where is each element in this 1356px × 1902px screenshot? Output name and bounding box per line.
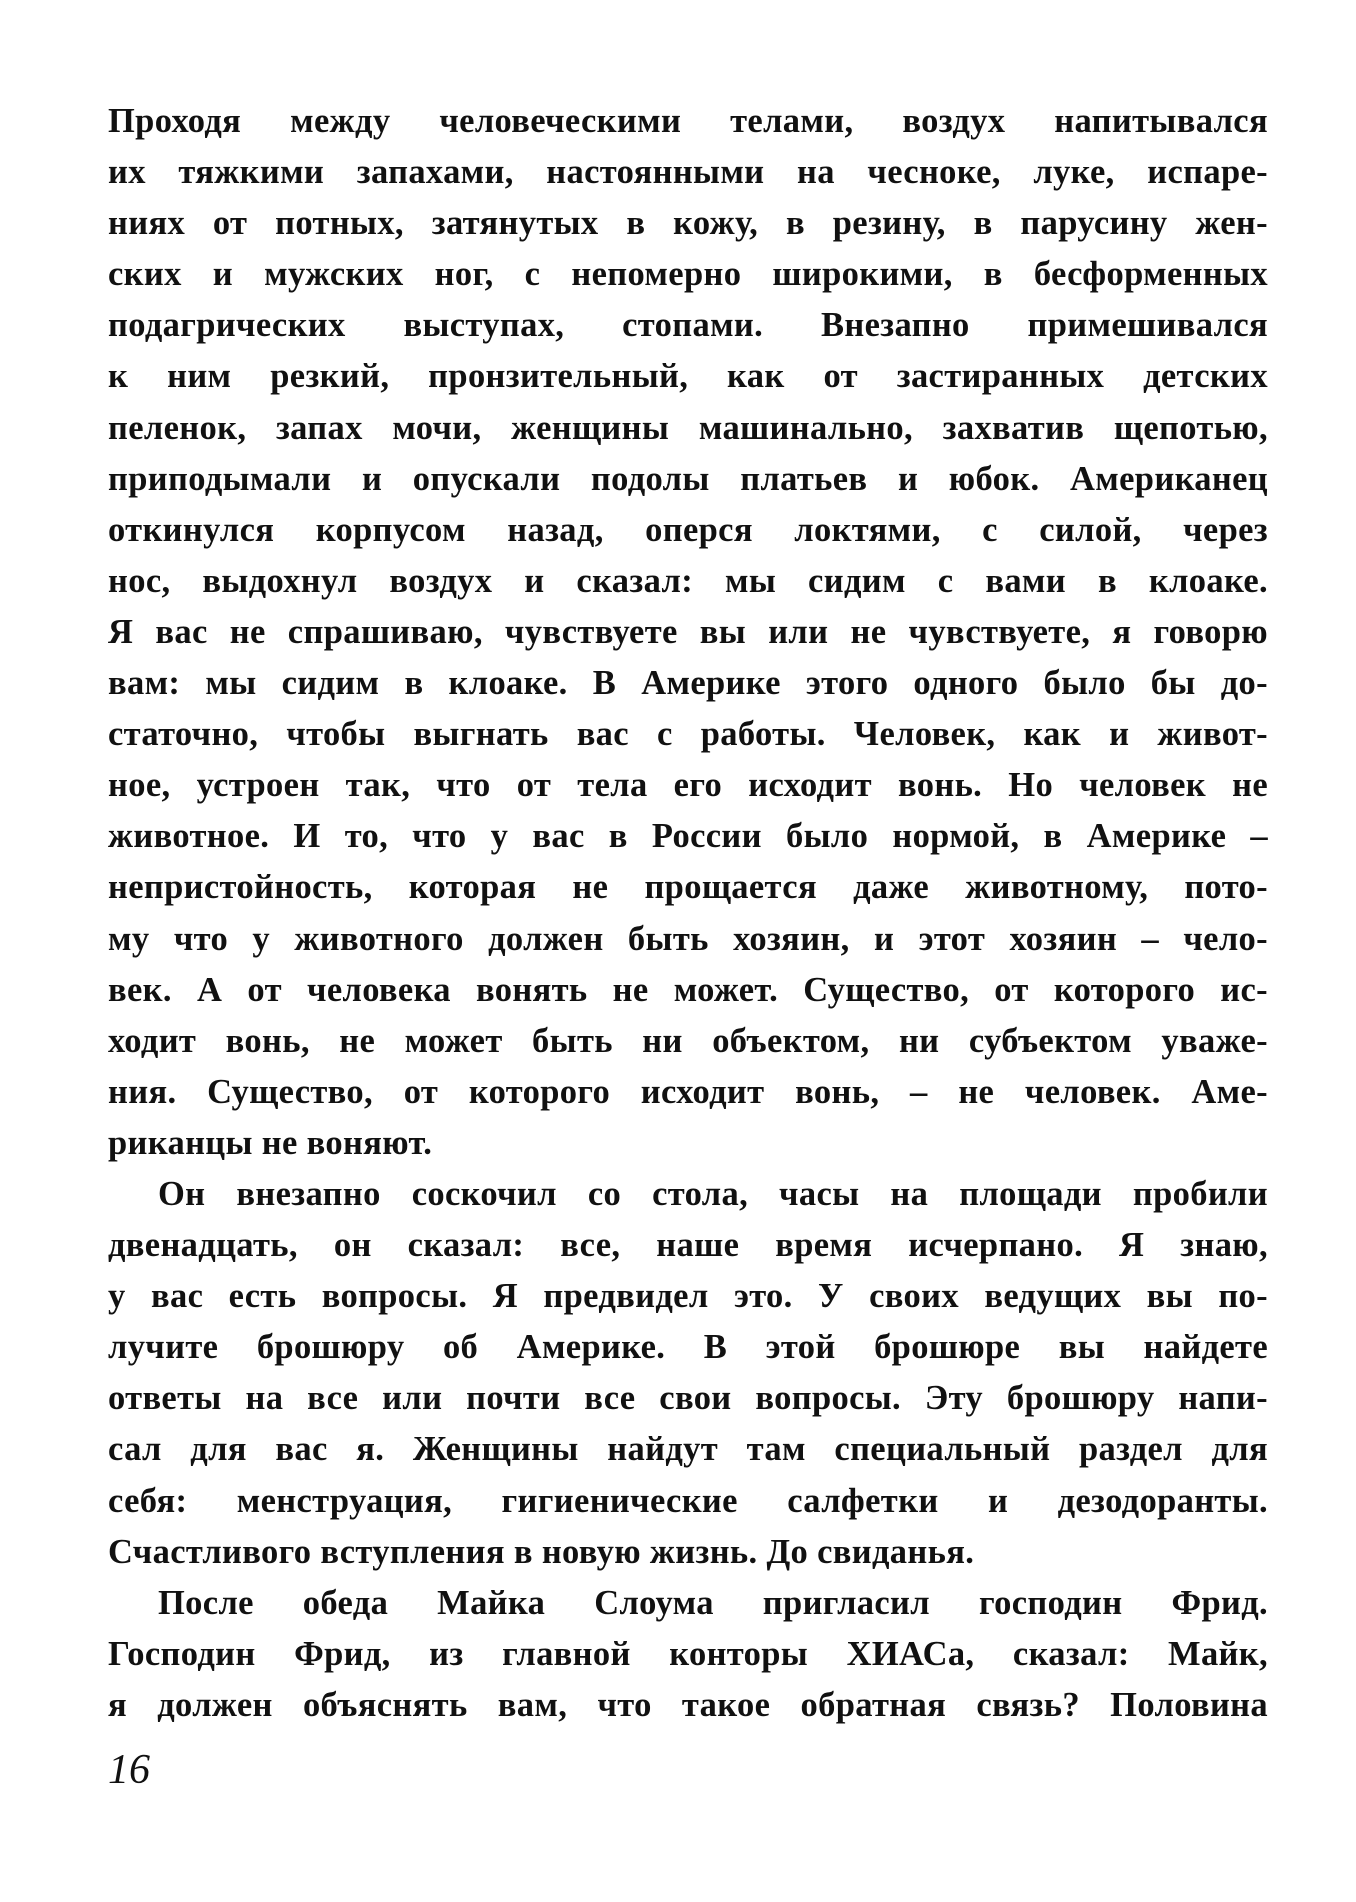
text-line: ских и мужских ног, с непомерно широкими, в бесформенных bbox=[108, 255, 1268, 294]
text-line: ное, устроен так, что от тела его исходит вонь. Но человек не bbox=[108, 766, 1268, 805]
text-line: у вас есть вопросы. Я предвидел это. У своих ведущих вы по- bbox=[108, 1277, 1268, 1316]
text-line: му что у животного должен быть хозяин, и этот хозяин – чело- bbox=[108, 919, 1268, 958]
paragraph-2 bbox=[108, 1169, 1268, 1578]
text-line: После обеда Майка Слоума пригласил господин Фрид. bbox=[158, 1583, 1268, 1622]
text-line: двенадцать, он сказал: все, наше время исчерпано. Я знаю, bbox=[108, 1226, 1268, 1265]
text-line: Господин Фрид, из главной конторы ХИАСа, сказал: Майк, bbox=[108, 1634, 1268, 1673]
text-line: Я вас не спрашиваю, чувствуете вы или не чувствуете, я говорю bbox=[108, 612, 1268, 651]
text-line: их тяжкими запахами, настоянными на чесноке, луке, испаре- bbox=[108, 153, 1268, 192]
paragraph-1 bbox=[108, 96, 1268, 1169]
text-line: сал для вас я. Женщины найдут там специальный раздел для bbox=[108, 1430, 1268, 1469]
text-line: себя: менструация, гигиенические салфетки и дезодоранты. bbox=[108, 1481, 1268, 1520]
text-line: ходит вонь, не может быть ни объектом, ни субъектом уваже- bbox=[108, 1021, 1268, 1060]
text-line: нос, выдохнул воздух и сказал: мы сидим с вами в клоаке. bbox=[108, 561, 1268, 600]
text-line: приподымали и опускали подолы платьев и юбок. Американец bbox=[108, 459, 1268, 498]
text-line: откинулся корпусом назад, оперся локтями, с силой, через bbox=[108, 510, 1268, 549]
text-line: ответы на все или почти все свои вопросы. Эту брошюру напи- bbox=[108, 1379, 1268, 1418]
text-line: животное. И то, что у вас в России было нормой, в Америке – bbox=[108, 817, 1268, 856]
page-number: 16 bbox=[108, 1747, 150, 1793]
text-line: лучите брошюру об Америке. В этой брошюре вы найдете bbox=[108, 1328, 1268, 1367]
body-text bbox=[108, 96, 1268, 1731]
text-line: к ним резкий, пронзительный, как от застиранных детских bbox=[108, 357, 1268, 396]
text-line: я должен объяснять вам, что такое обратная связь? Половина bbox=[108, 1685, 1268, 1724]
paragraph-3 bbox=[108, 1578, 1268, 1731]
text-line: Он внезапно соскочил со стола, часы на площади пробили bbox=[158, 1174, 1268, 1213]
text-line: Проходя между человеческими телами, воздух напитывался bbox=[108, 102, 1268, 140]
text-line: статочно, чтобы выгнать вас с работы. Человек, как и живот- bbox=[108, 715, 1268, 754]
text-line: непристойность, которая не прощается даже животному, пото- bbox=[108, 868, 1268, 907]
text-line: ния. Существо, от которого исходит вонь, – не человек. Аме- bbox=[108, 1072, 1268, 1111]
text-line: Счастливого вступления в новую жизнь. До свиданья. bbox=[108, 1532, 975, 1571]
text-line: пеленок, запах мочи, женщины машинально, захватив щепотью, bbox=[108, 408, 1268, 447]
text-line: век. А от человека вонять не может. Существо, от которого ис- bbox=[108, 970, 1268, 1009]
text-line: подагрических выступах, стопами. Внезапно примешивался bbox=[108, 306, 1268, 345]
text-line: риканцы не воняют. bbox=[108, 1123, 433, 1162]
text-line: ниях от потных, затянутых в кожу, в резину, в парусину жен- bbox=[108, 204, 1268, 243]
text-line: вам: мы сидим в клоаке. В Америке этого одного было бы до- bbox=[108, 664, 1268, 703]
